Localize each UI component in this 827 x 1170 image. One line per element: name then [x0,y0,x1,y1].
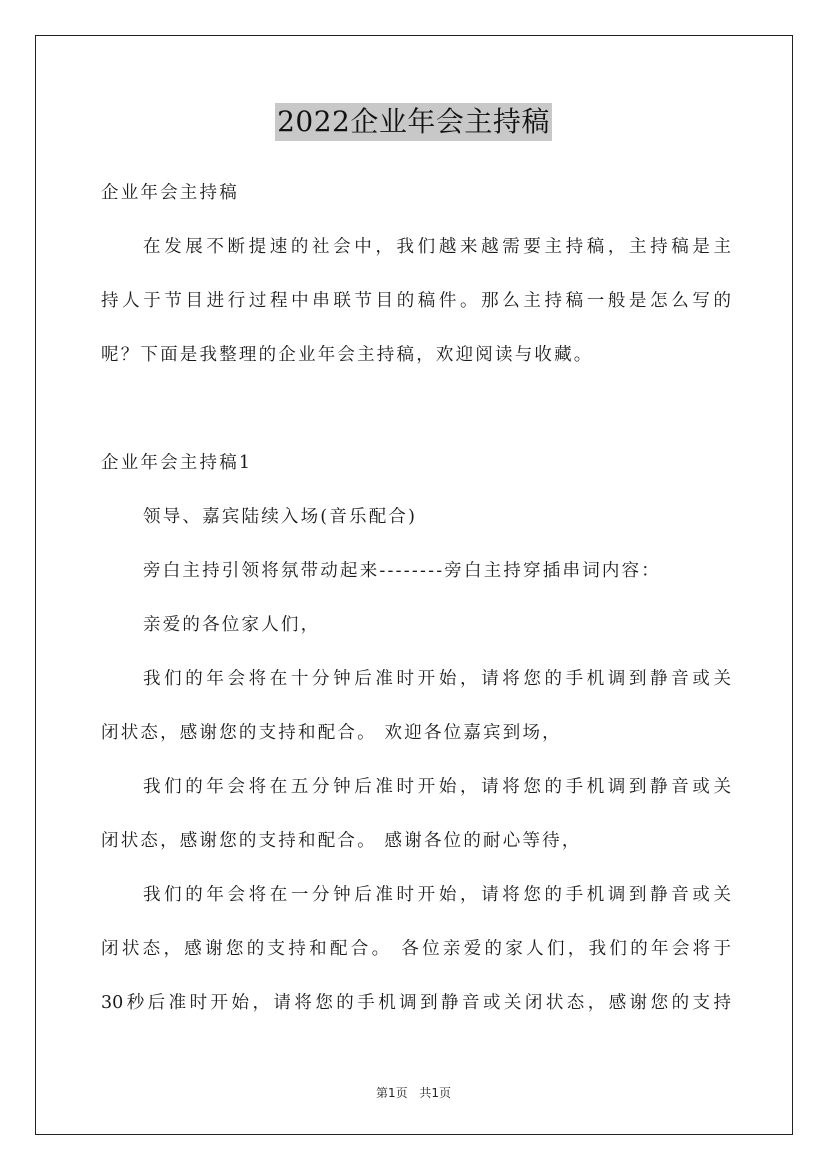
paragraph-line: 旁白主持引领将氛带动起来--------旁白主持穿插串词内容： [143,561,662,581]
paragraph-line: 呢？下面是我整理的企业年会主持稿，欢迎阅读与收藏。 [101,345,594,365]
section-heading: 企业年会主持稿1 [101,453,253,473]
paragraph-line: 亲爱的各位家人们， [143,615,321,635]
document-body [101,166,731,1030]
paragraph-line: 闭状态，感谢您的支持和配合。 各位亲爱的家人们，我们的年会将于 [101,939,731,959]
page-number-total: 共1页 [419,1086,452,1100]
paragraph-line: 30秒后准时开始，请将您的手机调到静音或关闭状态，感谢您的支持 [101,993,731,1013]
paragraph-line: 我们的年会将在五分钟后准时开始，请将您的手机调到静音或关 [143,777,731,797]
paragraph-line: 我们的年会将在一分钟后准时开始，请将您的手机调到静音或关 [143,885,731,905]
document-title: 2022企业年会主持稿 [275,103,552,141]
paragraph-line: 我们的年会将在十分钟后准时开始，请将您的手机调到静音或关 [143,669,731,689]
blank-line [101,382,731,436]
page-number-current: 第1页 [375,1086,408,1100]
page-footer [0,1084,827,1101]
paragraph-line: 闭状态，感谢您的支持和配合。 感谢各位的耐心等待， [101,831,582,851]
section-heading: 企业年会主持稿 [101,183,239,203]
paragraph-line: 领导、嘉宾陆续入场(音乐配合) [143,507,418,527]
title-container [0,103,827,141]
paragraph-line: 在发展不断提速的社会中，我们越来越需要主持稿，主持稿是主 [143,237,731,257]
paragraph-line: 持人于节目进行过程中串联节目的稿件。那么主持稿一般是怎么写的 [101,291,731,311]
paragraph-line: 闭状态，感谢您的支持和配合。 欢迎各位嘉宾到场， [101,723,562,743]
